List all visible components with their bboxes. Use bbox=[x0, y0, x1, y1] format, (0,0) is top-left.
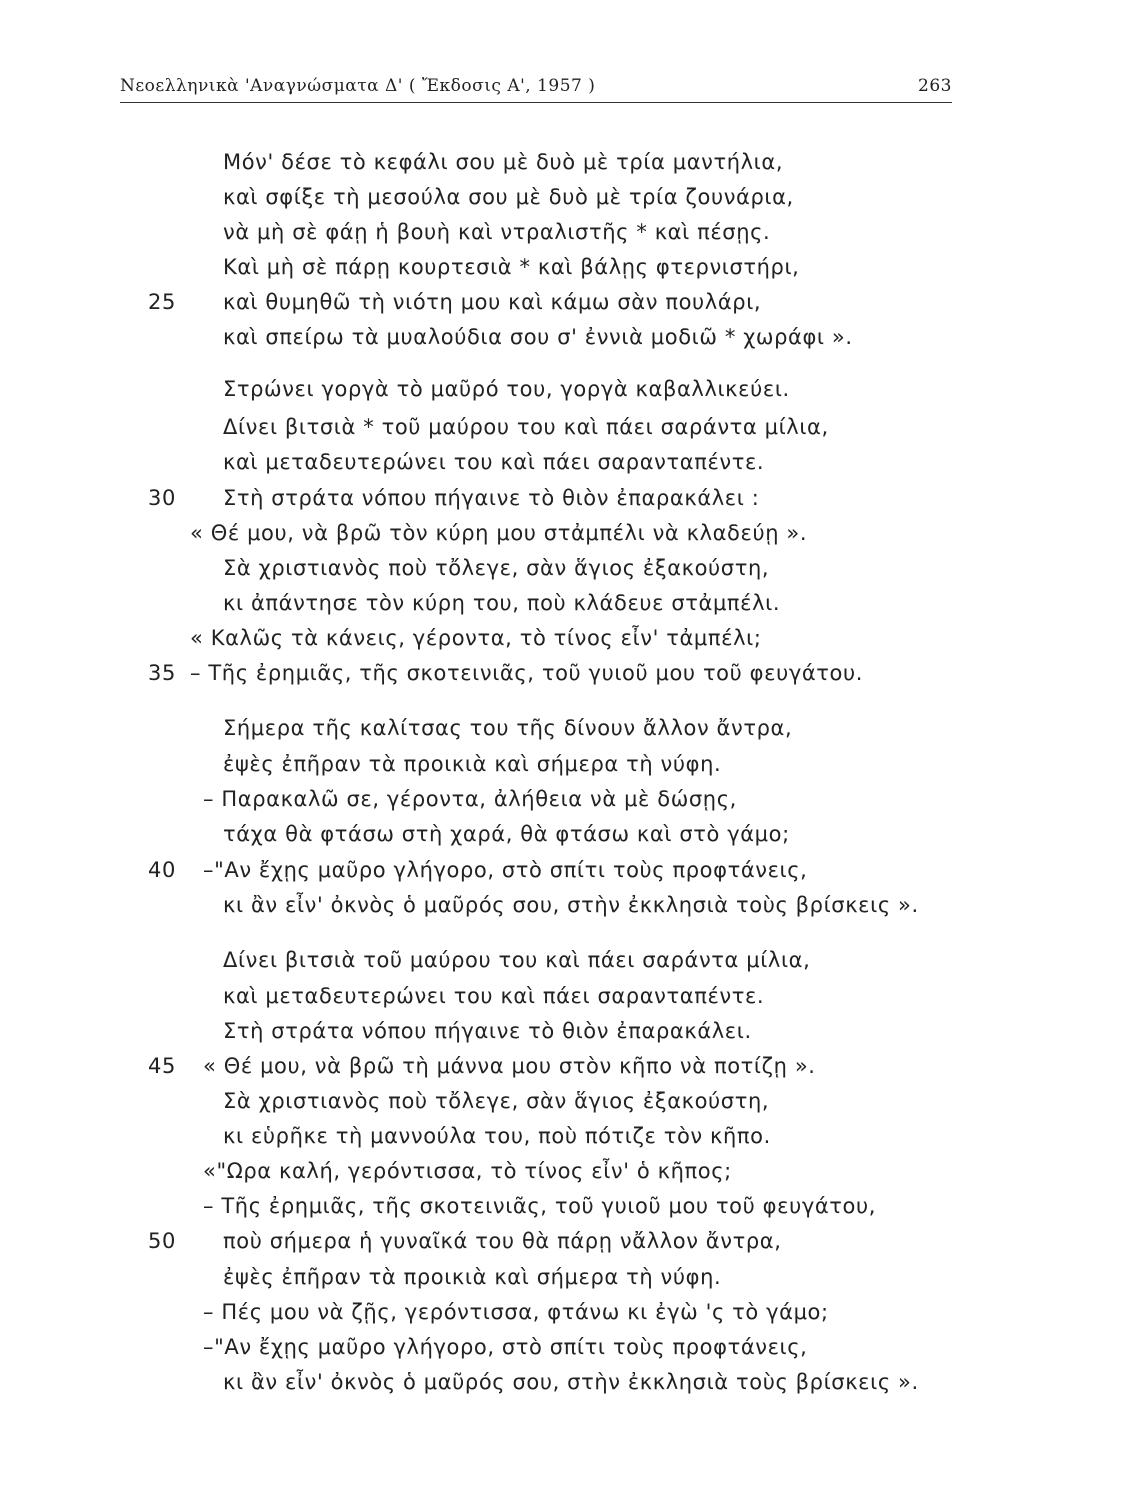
verse-text: καὶ μεταδευτερώνει του καὶ πάει σαρανταπέντε. bbox=[223, 984, 765, 1008]
verse-text: Δίνει βιτσιὰ * τοῦ μαύρου του καὶ πάει σαράντα μίλια, bbox=[223, 415, 829, 439]
line-number: 35 bbox=[148, 661, 176, 685]
verse-text: – Τῆς ἐρημιᾶς, τῆς σκοτεινιᾶς, τοῦ γυιοῦ μου τοῦ φευγάτου, bbox=[203, 1194, 877, 1218]
verse-line bbox=[0, 1189, 1136, 1223]
verse-text: ἐψὲς ἐπῆραν τὰ προικιὰ καὶ σήμερα τὴ νύφη. bbox=[223, 752, 722, 776]
running-title: Νεοελληνικὰ 'Αναγνώσματα Δ' ( Ἔκδοσις Α', 1957 ) bbox=[120, 76, 596, 96]
verse-text: – Παρακαλῶ σε, γέροντα, ἀλήθεια νὰ μὲ δώσῃς, bbox=[203, 787, 737, 811]
verse-line bbox=[0, 551, 1136, 585]
verse-line bbox=[0, 1260, 1136, 1294]
verse-line bbox=[0, 1084, 1136, 1118]
verse-text: Μόν' δέσε τὸ κεφάλι σου μὲ δυὸ μὲ τρία μαντήλια, bbox=[223, 150, 784, 174]
verse-text: καὶ σπείρω τὰ μυαλούδια σου σ' ἐννιὰ μοδιῶ * χωράφι ». bbox=[223, 325, 853, 349]
verse-text: κι ἂν εἶν' ὀκνὸς ὁ μαῦρός σου, στὴν ἐκκλησιὰ τοὺς βρίσκεις ». bbox=[223, 1370, 919, 1394]
verse-text: « Θέ μου, νὰ βρῶ τὸν κύρη μου στἀμπέλι νὰ κλαδεύῃ ». bbox=[190, 521, 808, 545]
verse-text: νὰ μὴ σὲ φάῃ ἡ βουὴ καὶ ντραλιστῆς * καὶ πέσῃς. bbox=[223, 220, 771, 244]
verse-text: Σὰ χριστιανὸς ποὺ τὄλεγε, σὰν ἅγιος ἐξακούστη, bbox=[223, 556, 770, 580]
verse-text: – Τῆς ἐρημιᾶς, τῆς σκοτεινιᾶς, τοῦ γυιοῦ μου τοῦ φευγάτου. bbox=[190, 661, 864, 685]
line-number: 40 bbox=[148, 858, 176, 882]
verse-text: κι εὑρῆκε τὴ μαννούλα του, ποὺ πότιζε τὸν κῆπο. bbox=[223, 1124, 771, 1148]
line-number: 30 bbox=[148, 486, 176, 510]
verse-line bbox=[0, 853, 1136, 887]
verse-text: – Πές μου νὰ ζῇς, γερόντισσα, φτάνω κι ἐγὼ 'ς τὸ γάμο; bbox=[203, 1300, 829, 1324]
verse-text: κι ἀπάντησε τὸν κύρη του, ποὺ κλάδευε στἀμπέλι. bbox=[223, 591, 781, 615]
verse-line bbox=[0, 145, 1136, 179]
running-header bbox=[120, 72, 952, 103]
verse-text: –"Αν ἔχῃς μαῦρο γλήγορο, στὸ σπίτι τοὺς προφτάνεις, bbox=[203, 1335, 808, 1359]
verse-line bbox=[0, 586, 1136, 620]
verse-text: –"Αν ἔχῃς μαῦρο γλήγορο, στὸ σπίτι τοὺς προφτάνεις, bbox=[203, 858, 808, 882]
verse-line bbox=[0, 481, 1136, 515]
verse-line bbox=[0, 817, 1136, 851]
verse-line bbox=[0, 1330, 1136, 1364]
verse-line bbox=[0, 285, 1136, 319]
verse-line bbox=[0, 979, 1136, 1013]
verse-line bbox=[0, 1295, 1136, 1329]
verse-text: « Θέ μου, νὰ βρῶ τὴ μάννα μου στὸν κῆπο νὰ ποτίζῃ ». bbox=[203, 1054, 816, 1078]
line-number: 50 bbox=[148, 1229, 176, 1253]
verse-text: Στρώνει γοργὰ τὸ μαῦρό του, γοργὰ καβαλλικεύει. bbox=[223, 377, 790, 401]
verse-text: Στὴ στράτα νόπου πήγαινε τὸ θιὸν ἐπαρακάλει : bbox=[223, 486, 760, 510]
verse-line bbox=[0, 372, 1136, 406]
verse-text: καὶ θυμηθῶ τὴ νιότη μου καὶ κάμω σὰν πουλάρι, bbox=[223, 290, 762, 314]
verse-line bbox=[0, 1119, 1136, 1153]
verse-line bbox=[0, 1224, 1136, 1258]
verse-text: Δίνει βιτσιὰ τοῦ μαύρου του καὶ πάει σαράντα μίλια, bbox=[223, 948, 811, 972]
verse-text: καὶ μεταδευτερώνει του καὶ πάει σαρανταπέντε. bbox=[223, 450, 765, 474]
verse-line bbox=[0, 621, 1136, 655]
verse-line bbox=[0, 180, 1136, 214]
verse-text: Σὰ χριστιανὸς ποὺ τὄλεγε, σὰν ἅγιος ἐξακούστη, bbox=[223, 1089, 770, 1113]
verse-line bbox=[0, 250, 1136, 284]
verse-line bbox=[0, 656, 1136, 690]
verse-line bbox=[0, 215, 1136, 249]
verse-line bbox=[0, 410, 1136, 444]
verse-text: « Καλῶς τὰ κάνεις, γέροντα, τὸ τίνος εἶν' τἀμπέλι; bbox=[190, 626, 762, 650]
verse-text: Στὴ στράτα νόπου πήγαινε τὸ θιὸν ἐπαρακάλει. bbox=[223, 1019, 752, 1043]
verse-text: «"Ωρα καλή, γερόντισσα, τὸ τίνος εἶν' ὁ κῆπος; bbox=[203, 1159, 732, 1183]
verse-text: Καὶ μὴ σὲ πάρῃ κουρτεσιὰ * καὶ βάλῃς φτερνιστήρι, bbox=[223, 255, 800, 279]
verse-line bbox=[0, 445, 1136, 479]
verse-line bbox=[0, 747, 1136, 781]
line-number: 25 bbox=[148, 290, 176, 314]
page-number: 263 bbox=[918, 76, 952, 96]
verse-line bbox=[0, 888, 1136, 922]
verse-text: καὶ σφίξε τὴ μεσούλα σου μὲ δυὸ μὲ τρία ζουνάρια, bbox=[223, 185, 794, 209]
verse-line bbox=[0, 782, 1136, 816]
verse-line bbox=[0, 1049, 1136, 1083]
verse-line bbox=[0, 1154, 1136, 1188]
verse-line bbox=[0, 943, 1136, 977]
line-number: 45 bbox=[148, 1054, 176, 1078]
verse-text: ἐψὲς ἐπῆραν τὰ προικιὰ καὶ σήμερα τὴ νύφη. bbox=[223, 1265, 722, 1289]
verse-line bbox=[0, 711, 1136, 745]
verse-text: ποὺ σήμερα ἡ γυναῖκά του θὰ πάρῃ νἄλλον ἄντρα, bbox=[223, 1229, 782, 1253]
verse-line bbox=[0, 516, 1136, 550]
verse-line bbox=[0, 1014, 1136, 1048]
verse-line bbox=[0, 320, 1136, 354]
verse-text: τάχα θὰ φτάσω στὴ χαρά, θὰ φτάσω καὶ στὸ γάμο; bbox=[223, 822, 790, 846]
verse-line bbox=[0, 1365, 1136, 1399]
verse-text: Σήμερα τῆς καλίτσας του τῆς δίνουν ἄλλον ἄντρα, bbox=[223, 716, 793, 740]
verse-text: κι ἂν εἶν' ὀκνὸς ὁ μαῦρός σου, στὴν ἐκκλησιὰ τοὺς βρίσκεις ». bbox=[223, 893, 919, 917]
